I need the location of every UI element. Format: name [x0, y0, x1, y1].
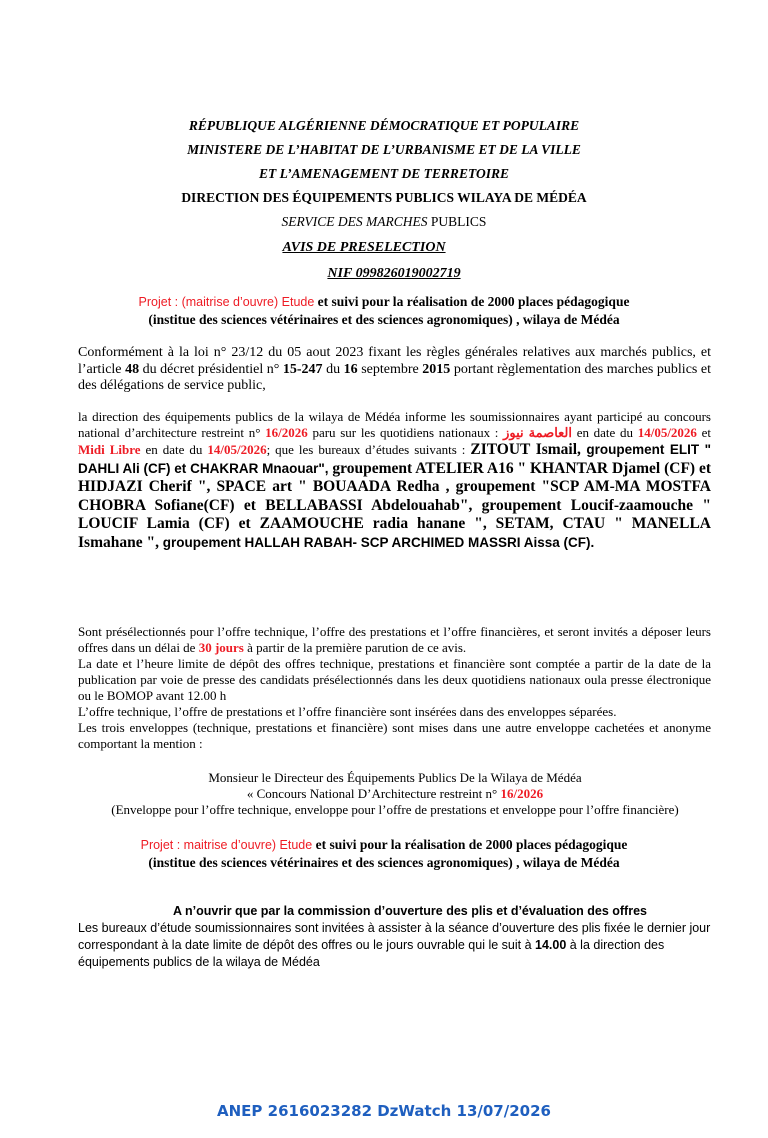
text: portant règlementation des marches publics et des délégations de service public,: [78, 361, 712, 393]
text: à la direction des équipements publics de la wilaya de Médéa: [78, 938, 665, 969]
text-bold: 2015: [422, 361, 451, 377]
competition-number: 16/2026: [500, 786, 544, 801]
firm-elit: groupement ELIT " DAHLI Ali (CF) et CHAKRAR Mnaouar",: [78, 442, 712, 476]
text: Conformément à la loi n° 23/12 du 05 aout 2023 fixant les règles générales relatives aux marchés publics, et l’article: [78, 345, 711, 377]
header-service-italic: SERVICE DES MARCHES: [281, 214, 428, 229]
newspaper-2: Midi Libre: [78, 442, 141, 457]
text: « Concours National D’Architecture restreint n°: [246, 786, 501, 801]
date-2: 14/05/2026: [207, 442, 267, 457]
header-republic: RÉPUBLIQUE ALGÉRIENNE DÉMOCRATIQUE ET POPULAIRE: [188, 118, 580, 133]
paragraph-legal: [78, 345, 711, 395]
opening-time: 14.00: [535, 938, 567, 952]
text-bold: 48: [125, 361, 140, 377]
text: L’offre technique, l’offre de prestations et l’offre financière sont insérées dans des enveloppes séparées.: [78, 704, 617, 719]
paragraph-announcement: [78, 409, 711, 552]
footer-reference: ANEP 2616023282 DzWatch 13/07/2026: [217, 1102, 551, 1120]
firm-hallah: groupement HALLAH RABAH- SCP ARCHIMED MASSRI Aissa (CF).: [158, 534, 595, 550]
firm-list: groupement ATELIER A16 " KHANTAR Djamel (CF) et HIDJAZI Cherif ", SPACE art " BOUAADA Redha , groupement "SCP AM-MA MOSTFA CHOBRA Sofiane(CF) et BELLABASSI Abdelouahab", groupement Loucif-zaamouche " LOUCIF Lamia (CF) et ZAAMOUCHE radia hanane ", SETAM, CTAU " MANELLA Ismahane ",: [78, 459, 712, 551]
envelope-mention: [0, 770, 768, 818]
project-label: Projet : (maitrise d’ouvre) Etude: [138, 295, 315, 309]
nif-line: NIF 099826019002719: [327, 266, 461, 281]
header-ministry: MINISTERE DE L’HABITAT DE L’URBANISME ET DE LA VILLE: [187, 142, 581, 157]
competition-number: 16/2026: [265, 425, 308, 440]
opening-notice: [78, 903, 712, 971]
text: Les bureaux d’étude soumissionnaires sont invitées à assister à la séance d’ouverture des plis fixée le dernier jour correspondant à la date limite de dépôt des offres ou le jours ouvrable qui le suit à: [78, 921, 711, 952]
text-bold: 15-247: [282, 361, 323, 377]
text: en date du: [572, 425, 638, 440]
opening-notice-title: A n’ouvrir que par la commission d’ouverture des plis et d’évaluation des offres: [173, 904, 647, 918]
header-direction: DIRECTION DES ÉQUIPEMENTS PUBLICS WILAYA DE MÉDÉA: [181, 190, 587, 205]
header-service: [0, 214, 768, 230]
text: paru sur les quotidiens nationaux :: [307, 425, 504, 440]
text: Les trois enveloppes (technique, prestations et financière) sont mises dans une autre enveloppe cachetées et anonyme comportant la mention :: [78, 720, 711, 751]
project-rest: et suivi pour la réalisation de 2000 places pédagogique: [314, 294, 630, 309]
header-ministry-2: ET L’AMENAGEMENT DE TERRETOIRE: [259, 166, 509, 181]
text: La date et l’heure limite de dépôt des offres technique, prestations et financière sont comptée a partir de la date de la publication par voie de presse des candidats présélectionnés dans les deux quotidiens nationaux oula presse électronique ou le BOMOP avant 12.00 h: [78, 656, 711, 703]
text: en date du: [140, 442, 208, 457]
text: ; que les bureaux d’études suivants :: [266, 442, 471, 457]
project-line2: (institue des sciences vétérinaires et des sciences agronomiques) , wilaya de Médéa: [148, 312, 620, 327]
paragraph-preselection: [78, 624, 711, 752]
text: du décret présidentiel n°: [139, 361, 283, 377]
text: (Enveloppe pour l’offre technique, enveloppe pour l’offre de prestations et enveloppe pour l’offre financière): [111, 802, 679, 817]
text: septembre: [357, 361, 423, 377]
project-label-2: Projet : maitrise d’ouvre) Etude: [140, 838, 313, 852]
text: et: [696, 425, 712, 440]
text: Sont présélectionnés pour l’offre technique, l’offre des prestations et l’offre financières, et seront invités a déposer leurs offres dans un délai de: [78, 624, 711, 655]
header-service-rest: PUBLICS: [427, 214, 487, 229]
newspaper-1: العاصمة نيوز: [503, 425, 572, 440]
text-bold: 16: [343, 361, 358, 377]
text: du: [322, 361, 344, 377]
deadline-days: 30 jours: [198, 640, 244, 655]
text: Monsieur le Directeur des Équipements Publics De la Wilaya de Médéa: [208, 770, 582, 785]
avis-title: AVIS DE PRESELECTION: [282, 240, 446, 255]
project-rest-2: et suivi pour la réalisation de 2000 places pédagogique: [312, 837, 628, 852]
project-title-2: [0, 836, 768, 871]
project-line2-2: (institue des sciences vétérinaires et des sciences agronomiques) , wilaya de Médéa: [148, 855, 620, 870]
project-title: [0, 293, 768, 328]
text: à partir de la première parution de ce avis.: [243, 640, 467, 655]
text: la direction des équipements publics de la wilaya de Médéa informe les soumissionnaires ayant participé au concours national d’architecture restreint n°: [78, 409, 711, 440]
date-1: 14/05/2026: [637, 425, 697, 440]
firm-zitout: ZITOUT Ismail,: [470, 441, 581, 458]
